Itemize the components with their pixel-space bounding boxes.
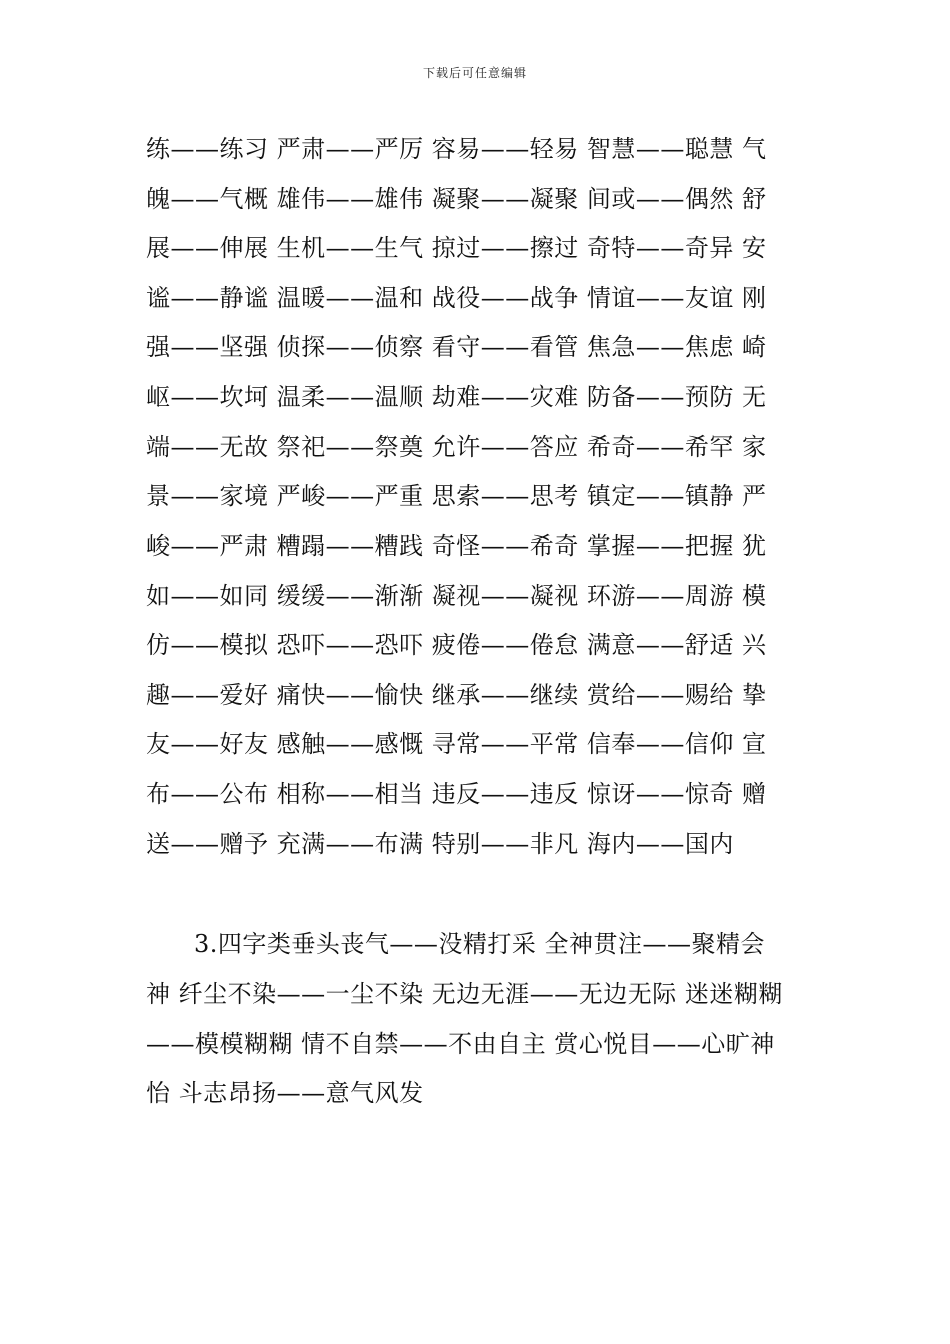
text-line: 神 纤尘不染——一尘不染 无边无涯——无边无际 迷迷糊糊 [146,980,783,1008]
text-line: 展——伸展 生机——生气 掠过——擦过 奇特——奇异 安 [146,234,767,262]
text-line: 送——赠予 充满——布满 特别——非凡 海内——国内 [146,830,734,858]
text-line: 3.四字类垂头丧气——没精打采 全神贯注——聚精会 [194,930,766,958]
text-line: 仿——模拟 恐吓——恐吓 疲倦——倦怠 满意——舒适 兴 [146,631,767,659]
text-line: 怡 斗志昂扬——意气风发 [146,1079,424,1107]
text-line: 友——好友 感触——感慨 寻常——平常 信奉——信仰 宣 [146,730,767,758]
text-line: 布——公布 相称——相当 违反——违反 惊讶——惊奇 赠 [146,780,767,808]
page-header: 下载后可任意编辑 [422,66,527,80]
text-line: 趣——爱好 痛快——愉快 继承——继续 赏给——赐给 挚 [146,681,767,709]
text-line: 强——坚强 侦探——侦察 看守——看管 焦急——焦虑 崎 [146,333,767,361]
text-line: 谧——静谧 温暖——温和 战役——战争 情谊——友谊 刚 [146,284,767,312]
text-line: ——模模糊糊 情不自禁——不由自主 赏心悦目——心旷神 [146,1030,775,1058]
text-line: 景——家境 严峻——严重 思索——思考 镇定——镇静 严 [146,482,767,510]
text-line: 岖——坎坷 温柔——温顺 劫难——灾难 防备——预防 无 [146,383,767,411]
text-line: 峻——严肃 糟蹋——糟践 奇怪——希奇 掌握——把握 犹 [146,532,767,560]
text-line: 端——无故 祭祀——祭奠 允许——答应 希奇——希罕 家 [146,433,767,461]
text-line: 练——练习 严肃——严厉 容易——轻易 智慧——聪慧 气 [146,135,767,163]
text-line: 魄——气概 雄伟——雄伟 凝聚——凝聚 间或——偶然 舒 [146,185,767,213]
text-line: 如——如同 缓缓——渐渐 凝视——凝视 环游——周游 模 [146,582,767,610]
